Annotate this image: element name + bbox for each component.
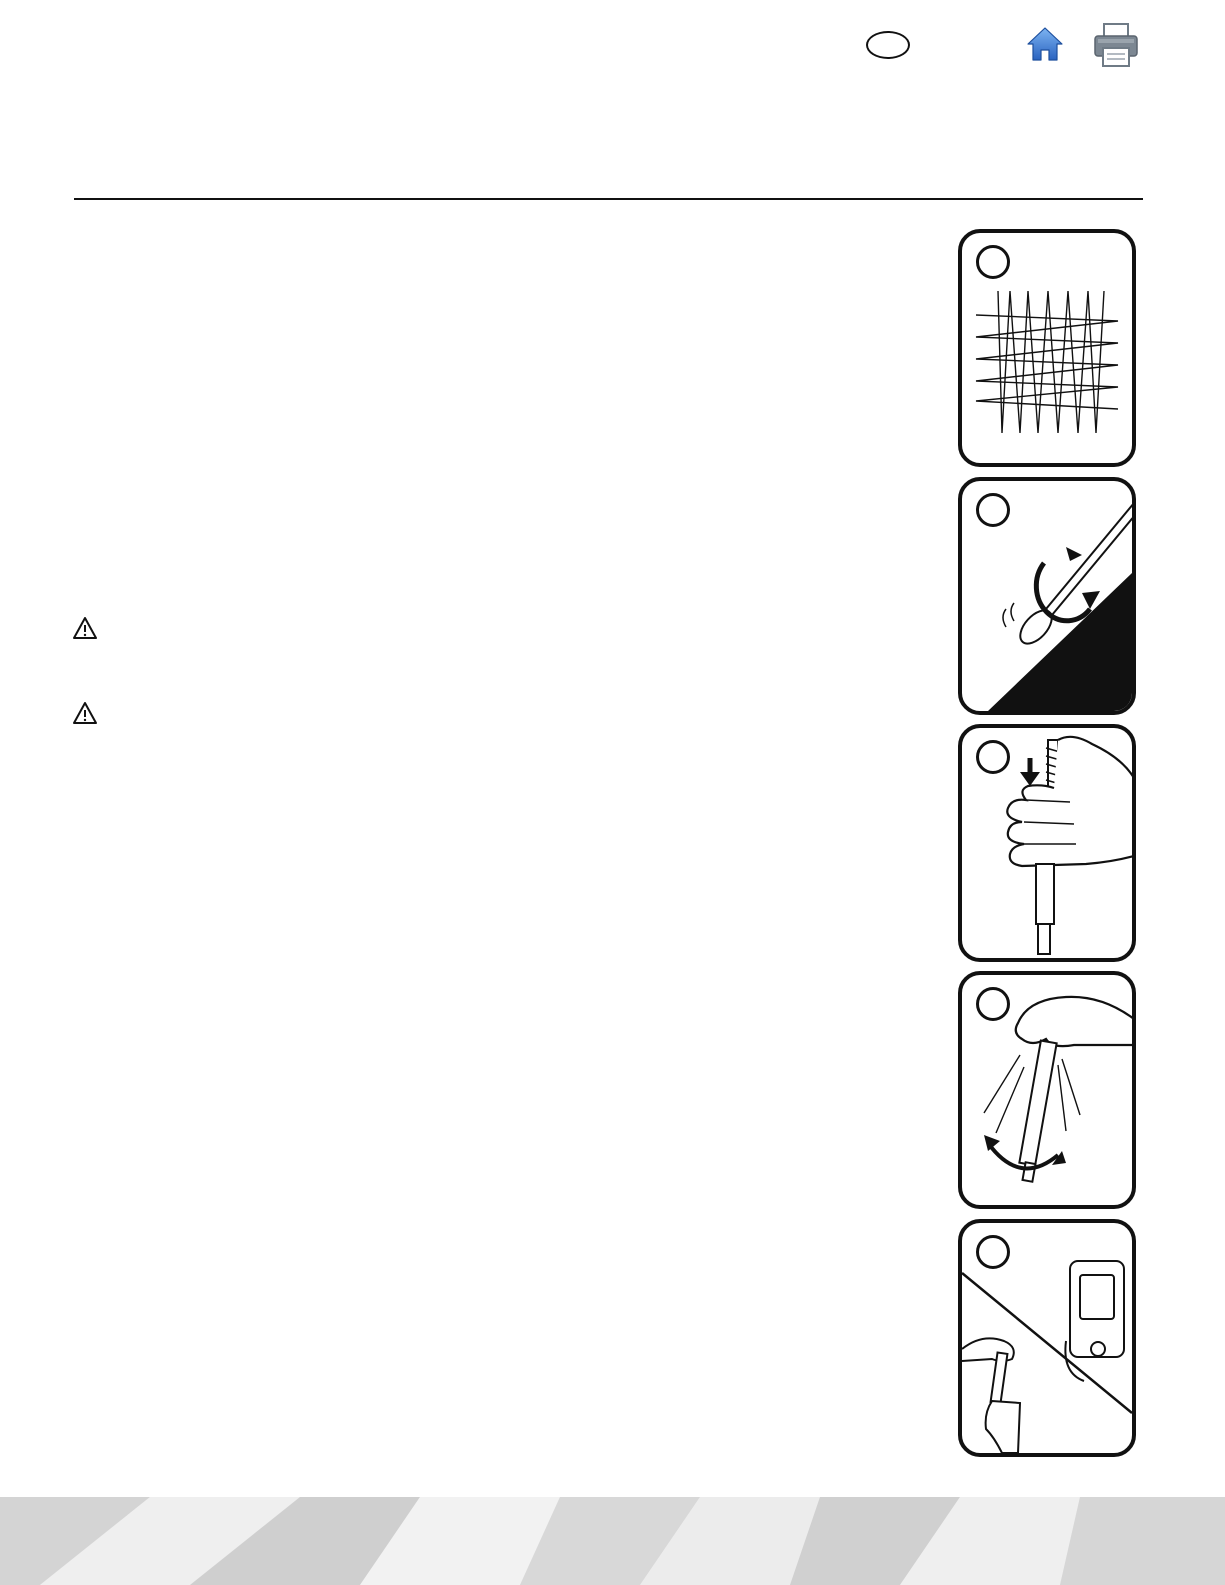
step-number-badge [976, 987, 1010, 1021]
print-button[interactable] [1092, 22, 1140, 68]
step-3-panel [958, 724, 1136, 962]
header-divider [74, 198, 1143, 200]
printer-icon [1092, 22, 1140, 68]
warning-triangle-icon [72, 701, 98, 725]
home-icon [1026, 25, 1064, 63]
footer-decorative-band [0, 1497, 1225, 1585]
step-5-panel [958, 1219, 1136, 1457]
step-number-badge [976, 740, 1010, 774]
language-badge[interactable] [866, 31, 910, 59]
step-4-panel [958, 971, 1136, 1209]
step-2-panel [958, 477, 1136, 715]
step-number-badge [976, 493, 1010, 527]
home-button[interactable] [1026, 25, 1064, 63]
step-1-panel [958, 229, 1136, 467]
step-number-badge [976, 245, 1010, 279]
warning-triangle-icon [72, 616, 98, 640]
step-number-badge [976, 1235, 1010, 1269]
